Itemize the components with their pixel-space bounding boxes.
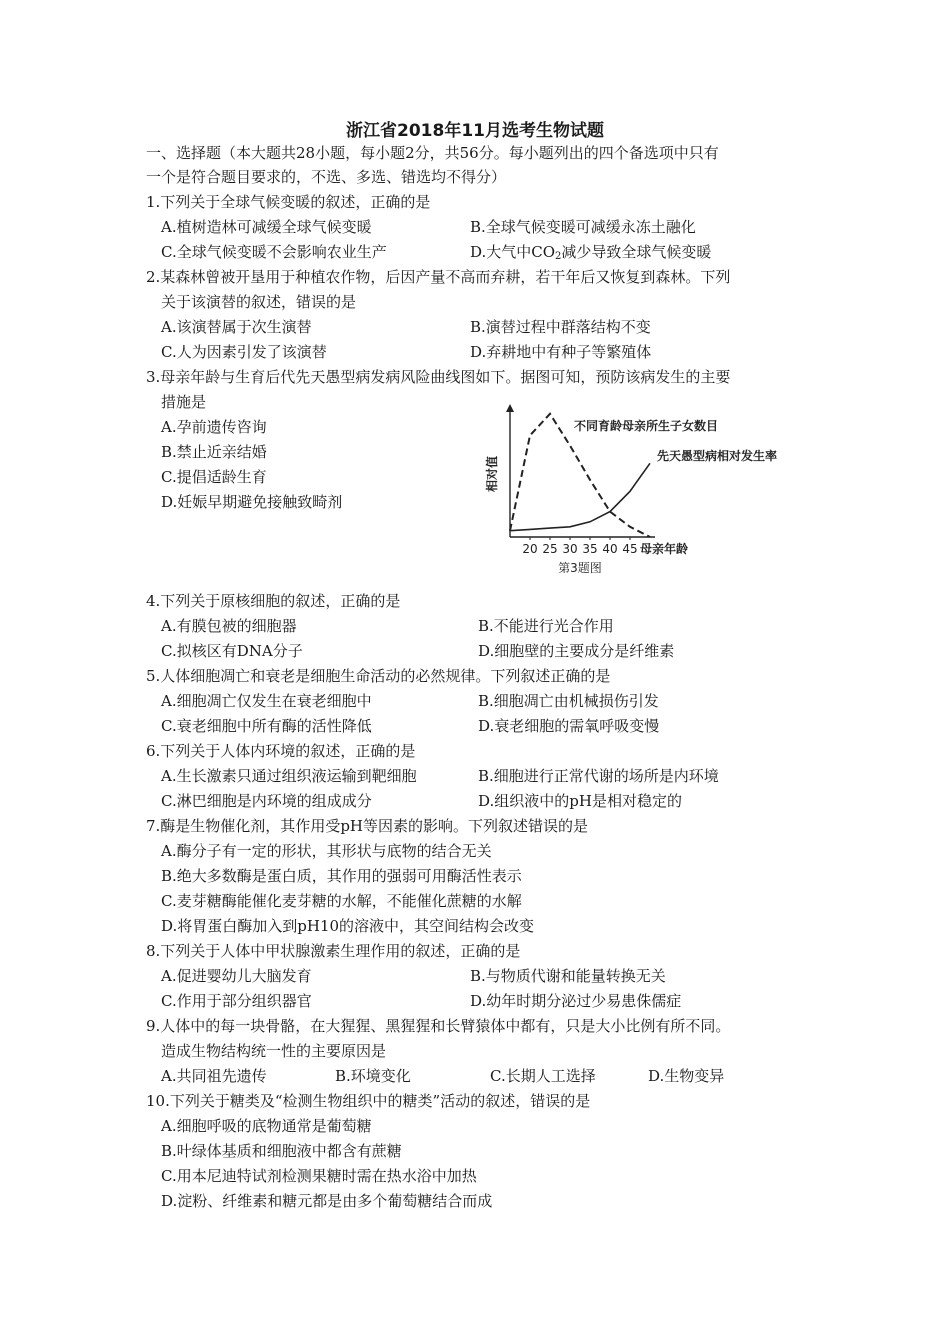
q3-stem: 3.母亲年龄与生育后代先天愚型病发病风险曲线图如下。据图可知，预防该病发生的主要 <box>146 368 731 386</box>
x-tick-label: 20 <box>522 542 538 556</box>
q8-option-a: A.促进婴幼儿大脑发育 <box>161 967 312 985</box>
q8-option-d: D.幼年时期分泌过少易患侏儒症 <box>470 992 682 1010</box>
y-axis-label: 相对值 <box>485 455 499 493</box>
q3-option-d: D.妊娠早期避免接触致畸剂 <box>161 493 343 511</box>
q4-option-c: C.拟核区有DNA分子 <box>161 642 303 660</box>
q6-option-a: A.生长激素只通过组织液运输到靶细胞 <box>161 767 417 785</box>
q3-option-a: A.孕前遗传咨询 <box>161 418 267 436</box>
q2-option-a: A.该演替属于次生演替 <box>161 318 312 336</box>
q1-option-c: C.全球气候变暖不会影响农业生产 <box>161 243 387 261</box>
x-tick-label: 45 <box>622 542 638 556</box>
q10-option-c: C.用本尼迪特试剂检测果糖时需在热水浴中加热 <box>161 1167 477 1185</box>
q1-option-d-post: 减少导致全球气候变暖 <box>561 243 712 261</box>
q9-option-a: A.共同祖先遗传 <box>161 1067 267 1085</box>
x-tick-label: 35 <box>582 542 598 556</box>
q8-option-c: C.作用于部分组织器官 <box>161 992 312 1010</box>
q4-option-d: D.细胞壁的主要成分是纤维素 <box>478 642 675 660</box>
q1-option-d-pre: D.大气中CO <box>470 243 556 261</box>
y-axis-arrow <box>506 404 514 412</box>
q2-option-d: D.弃耕地中有种子等繁殖体 <box>470 343 652 361</box>
page-title: 浙江省2018年11月选考生物试题 <box>346 121 604 141</box>
q2-stem: 2.某森林曾被开垦用于种植农作物，后因产量不高而弃耕，若干年后又恢复到森林。下列 <box>146 268 731 286</box>
q10-stem: 10.下列关于糖类及“检测生物组织中的糖类”活动的叙述，错误的是 <box>146 1092 591 1110</box>
q5-option-a: A.细胞凋亡仅发生在衰老细胞中 <box>161 692 372 710</box>
q9-option-c: C.长期人工选择 <box>490 1067 596 1085</box>
q3-chart <box>482 402 812 582</box>
q5-option-d: D.衰老细胞的需氧呼吸变慢 <box>478 717 660 735</box>
q5-option-c: C.衰老细胞中所有酶的活性降低 <box>161 717 372 735</box>
q3-option-c: C.提倡适龄生育 <box>161 468 267 486</box>
q1-option-b: B.全球气候变暖可减缓永冻土融化 <box>470 218 696 236</box>
q1-option-a: A.植树造林可减缓全球气候变暖 <box>161 218 372 236</box>
x-tick-label: 25 <box>542 542 558 556</box>
x-tick-label: 30 <box>562 542 578 556</box>
series-line-2 <box>510 463 650 530</box>
instructions-line-1: 一、选择题（本大题共28小题，每小题2分，共56分。每小题列出的四个备选项中只有 <box>146 144 719 162</box>
q7-option-d: D.将胃蛋白酶加入到pH10的溶液中，其空间结构会改变 <box>161 917 535 935</box>
q6-stem: 6.下列关于人体内环境的叙述，正确的是 <box>146 742 416 760</box>
q6-option-d: D.组织液中的pH是相对稳定的 <box>478 792 682 810</box>
q10-option-d: D.淀粉、纤维素和糖元都是由多个葡萄糖结合而成 <box>161 1192 493 1210</box>
q4-stem: 4.下列关于原核细胞的叙述，正确的是 <box>146 592 401 610</box>
q4-option-a: A.有膜包被的细胞器 <box>161 617 297 635</box>
q6-option-b: B.细胞进行正常代谢的场所是内环境 <box>478 767 719 785</box>
q7-option-a: A.酶分子有一定的形状，其形状与底物的结合无关 <box>161 842 492 860</box>
q9-stem-2: 造成生物结构统一性的主要原因是 <box>161 1042 387 1060</box>
q1-option-d-sub: 2 <box>555 251 562 262</box>
q4-option-b: B.不能进行光合作用 <box>478 617 614 635</box>
series-label-1: 不同育龄母亲所生子女数目 <box>574 419 719 433</box>
x-tick-label: 40 <box>602 542 618 556</box>
q3-stem-2: 措施是 <box>161 393 207 411</box>
q6-option-c: C.淋巴细胞是内环境的组成成分 <box>161 792 372 810</box>
chart-caption: 第3题图 <box>558 561 602 575</box>
q3-option-b: B.禁止近亲结婚 <box>161 443 267 461</box>
q9-option-b: B.环境变化 <box>335 1067 411 1085</box>
q2-option-c: C.人为因素引发了该演替 <box>161 343 327 361</box>
q7-option-b: B.绝大多数酶是蛋白质，其作用的强弱可用酶活性表示 <box>161 867 522 885</box>
q9-option-d: D.生物变异 <box>648 1067 725 1085</box>
q2-option-b: B.演替过程中群落结构不变 <box>470 318 651 336</box>
q5-stem: 5.人体细胞凋亡和衰老是细胞生命活动的必然规律。下列叙述正确的是 <box>146 667 611 685</box>
q7-option-c: C.麦芽糖酶能催化麦芽糖的水解，不能催化蔗糖的水解 <box>161 892 522 910</box>
q5-option-b: B.细胞凋亡由机械损伤引发 <box>478 692 659 710</box>
q7-stem: 7.酶是生物催化剂，其作用受pH等因素的影响。下列叙述错误的是 <box>146 817 588 835</box>
q10-option-a: A.细胞呼吸的底物通常是葡萄糖 <box>161 1117 372 1135</box>
series-label-2: 先天愚型病相对发生率 <box>657 449 778 463</box>
instructions-line-2: 一个是符合题目要求的，不选、多选、错选均不得分） <box>146 168 507 186</box>
q2-stem-2: 关于该演替的叙述，错误的是 <box>161 293 357 311</box>
q1-stem: 1.下列关于全球气候变暖的叙述，正确的是 <box>146 193 431 211</box>
q9-stem: 9.人体中的每一块骨骼，在大猩猩、黑猩猩和长臂猿体中都有，只是大小比例有所不同。 <box>146 1017 731 1035</box>
q8-stem: 8.下列关于人体中甲状腺激素生理作用的叙述，正确的是 <box>146 942 521 960</box>
q1-option-d <box>470 241 711 263</box>
q10-option-b: B.叶绿体基质和细胞液中都含有蔗糖 <box>161 1142 402 1160</box>
x-axis-label: 母亲年龄 <box>640 542 689 556</box>
q8-option-b: B.与物质代谢和能量转换无关 <box>470 967 666 985</box>
